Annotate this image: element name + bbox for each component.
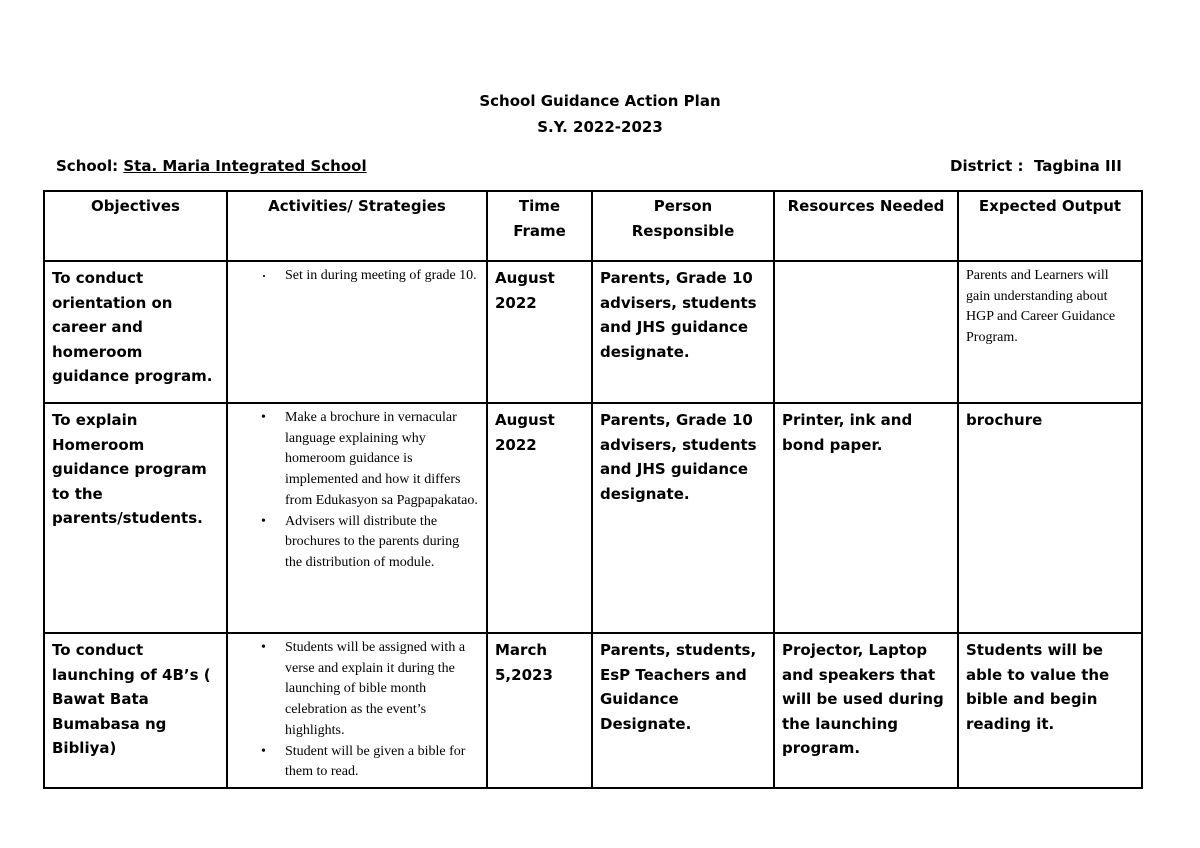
time-frame-cell: August 2022 bbox=[487, 403, 592, 633]
header-activities: Activities/ Strategies bbox=[227, 191, 487, 261]
objective-cell: To conduct launching of 4B’s ( Bawat Bata Bumabasa ng Bibliya) bbox=[44, 633, 227, 788]
person-cell: Parents, Grade 10 advisers, students and JHS guidance designate. bbox=[592, 403, 774, 633]
activities-list bbox=[235, 266, 479, 287]
person-cell: Parents, Grade 10 advisers, students and JHS guidance designate. bbox=[592, 261, 774, 403]
table-row bbox=[44, 633, 1142, 788]
school-name: Sta. Maria Integrated School bbox=[123, 157, 367, 175]
activities-cell bbox=[227, 261, 487, 403]
action-plan-table bbox=[43, 190, 1143, 789]
header-output: Expected Output bbox=[958, 191, 1142, 261]
activities-cell bbox=[227, 633, 487, 788]
district-line bbox=[950, 157, 1122, 175]
activities-list bbox=[235, 638, 479, 783]
output-cell: brochure bbox=[958, 403, 1142, 633]
school-line bbox=[56, 157, 367, 175]
header-resources: Resources Needed bbox=[774, 191, 958, 261]
school-label: School: bbox=[56, 157, 119, 175]
district-name: Tagbina III bbox=[1033, 157, 1122, 175]
header-objectives: Objectives bbox=[44, 191, 227, 261]
output-cell: Students will be able to value the bible and begin reading it. bbox=[958, 633, 1142, 788]
objective-cell: To explain Homeroom guidance program to the parents/students. bbox=[44, 403, 227, 633]
list-item: • Student will be given a bible for them to read. bbox=[285, 742, 479, 783]
resources-cell bbox=[774, 261, 958, 403]
resources-cell: Printer, ink and bond paper. bbox=[774, 403, 958, 633]
district-label: District : bbox=[950, 157, 1024, 175]
objective-cell: To conduct orientation on career and homeroom guidance program. bbox=[44, 261, 227, 403]
time-frame-cell: March 5,2023 bbox=[487, 633, 592, 788]
resources-cell: Projector, Laptop and speakers that will be used during the launching program. bbox=[774, 633, 958, 788]
output-cell: Parents and Learners will gain understanding about HGP and Career Guidance Program. bbox=[958, 261, 1142, 403]
list-item: • Advisers will distribute the brochures to the parents during the distribution of module. bbox=[285, 512, 479, 574]
activities-cell bbox=[227, 403, 487, 633]
header-row bbox=[44, 191, 1142, 261]
activities-list bbox=[235, 408, 479, 574]
list-item: • Make a brochure in vernacular language explaining why homeroom guidance is implemented and how it differs from Edukasyon sa Pagpapakatao. bbox=[285, 408, 479, 512]
list-item: • Students will be assigned with a verse and explain it during the launching of bible month celebration as the event’s highlights. bbox=[285, 638, 479, 742]
page-title: School Guidance Action Plan bbox=[479, 92, 721, 110]
time-frame-cell: August 2022 bbox=[487, 261, 592, 403]
school-year: S.Y. 2022-2023 bbox=[537, 118, 663, 136]
person-cell: Parents, students, EsP Teachers and Guidance Designate. bbox=[592, 633, 774, 788]
table-row bbox=[44, 403, 1142, 633]
header-time-frame: Time Frame bbox=[487, 191, 592, 261]
header-person: Person Responsible bbox=[592, 191, 774, 261]
table-row bbox=[44, 261, 1142, 403]
list-item: · Set in during meeting of grade 10. bbox=[285, 266, 479, 287]
